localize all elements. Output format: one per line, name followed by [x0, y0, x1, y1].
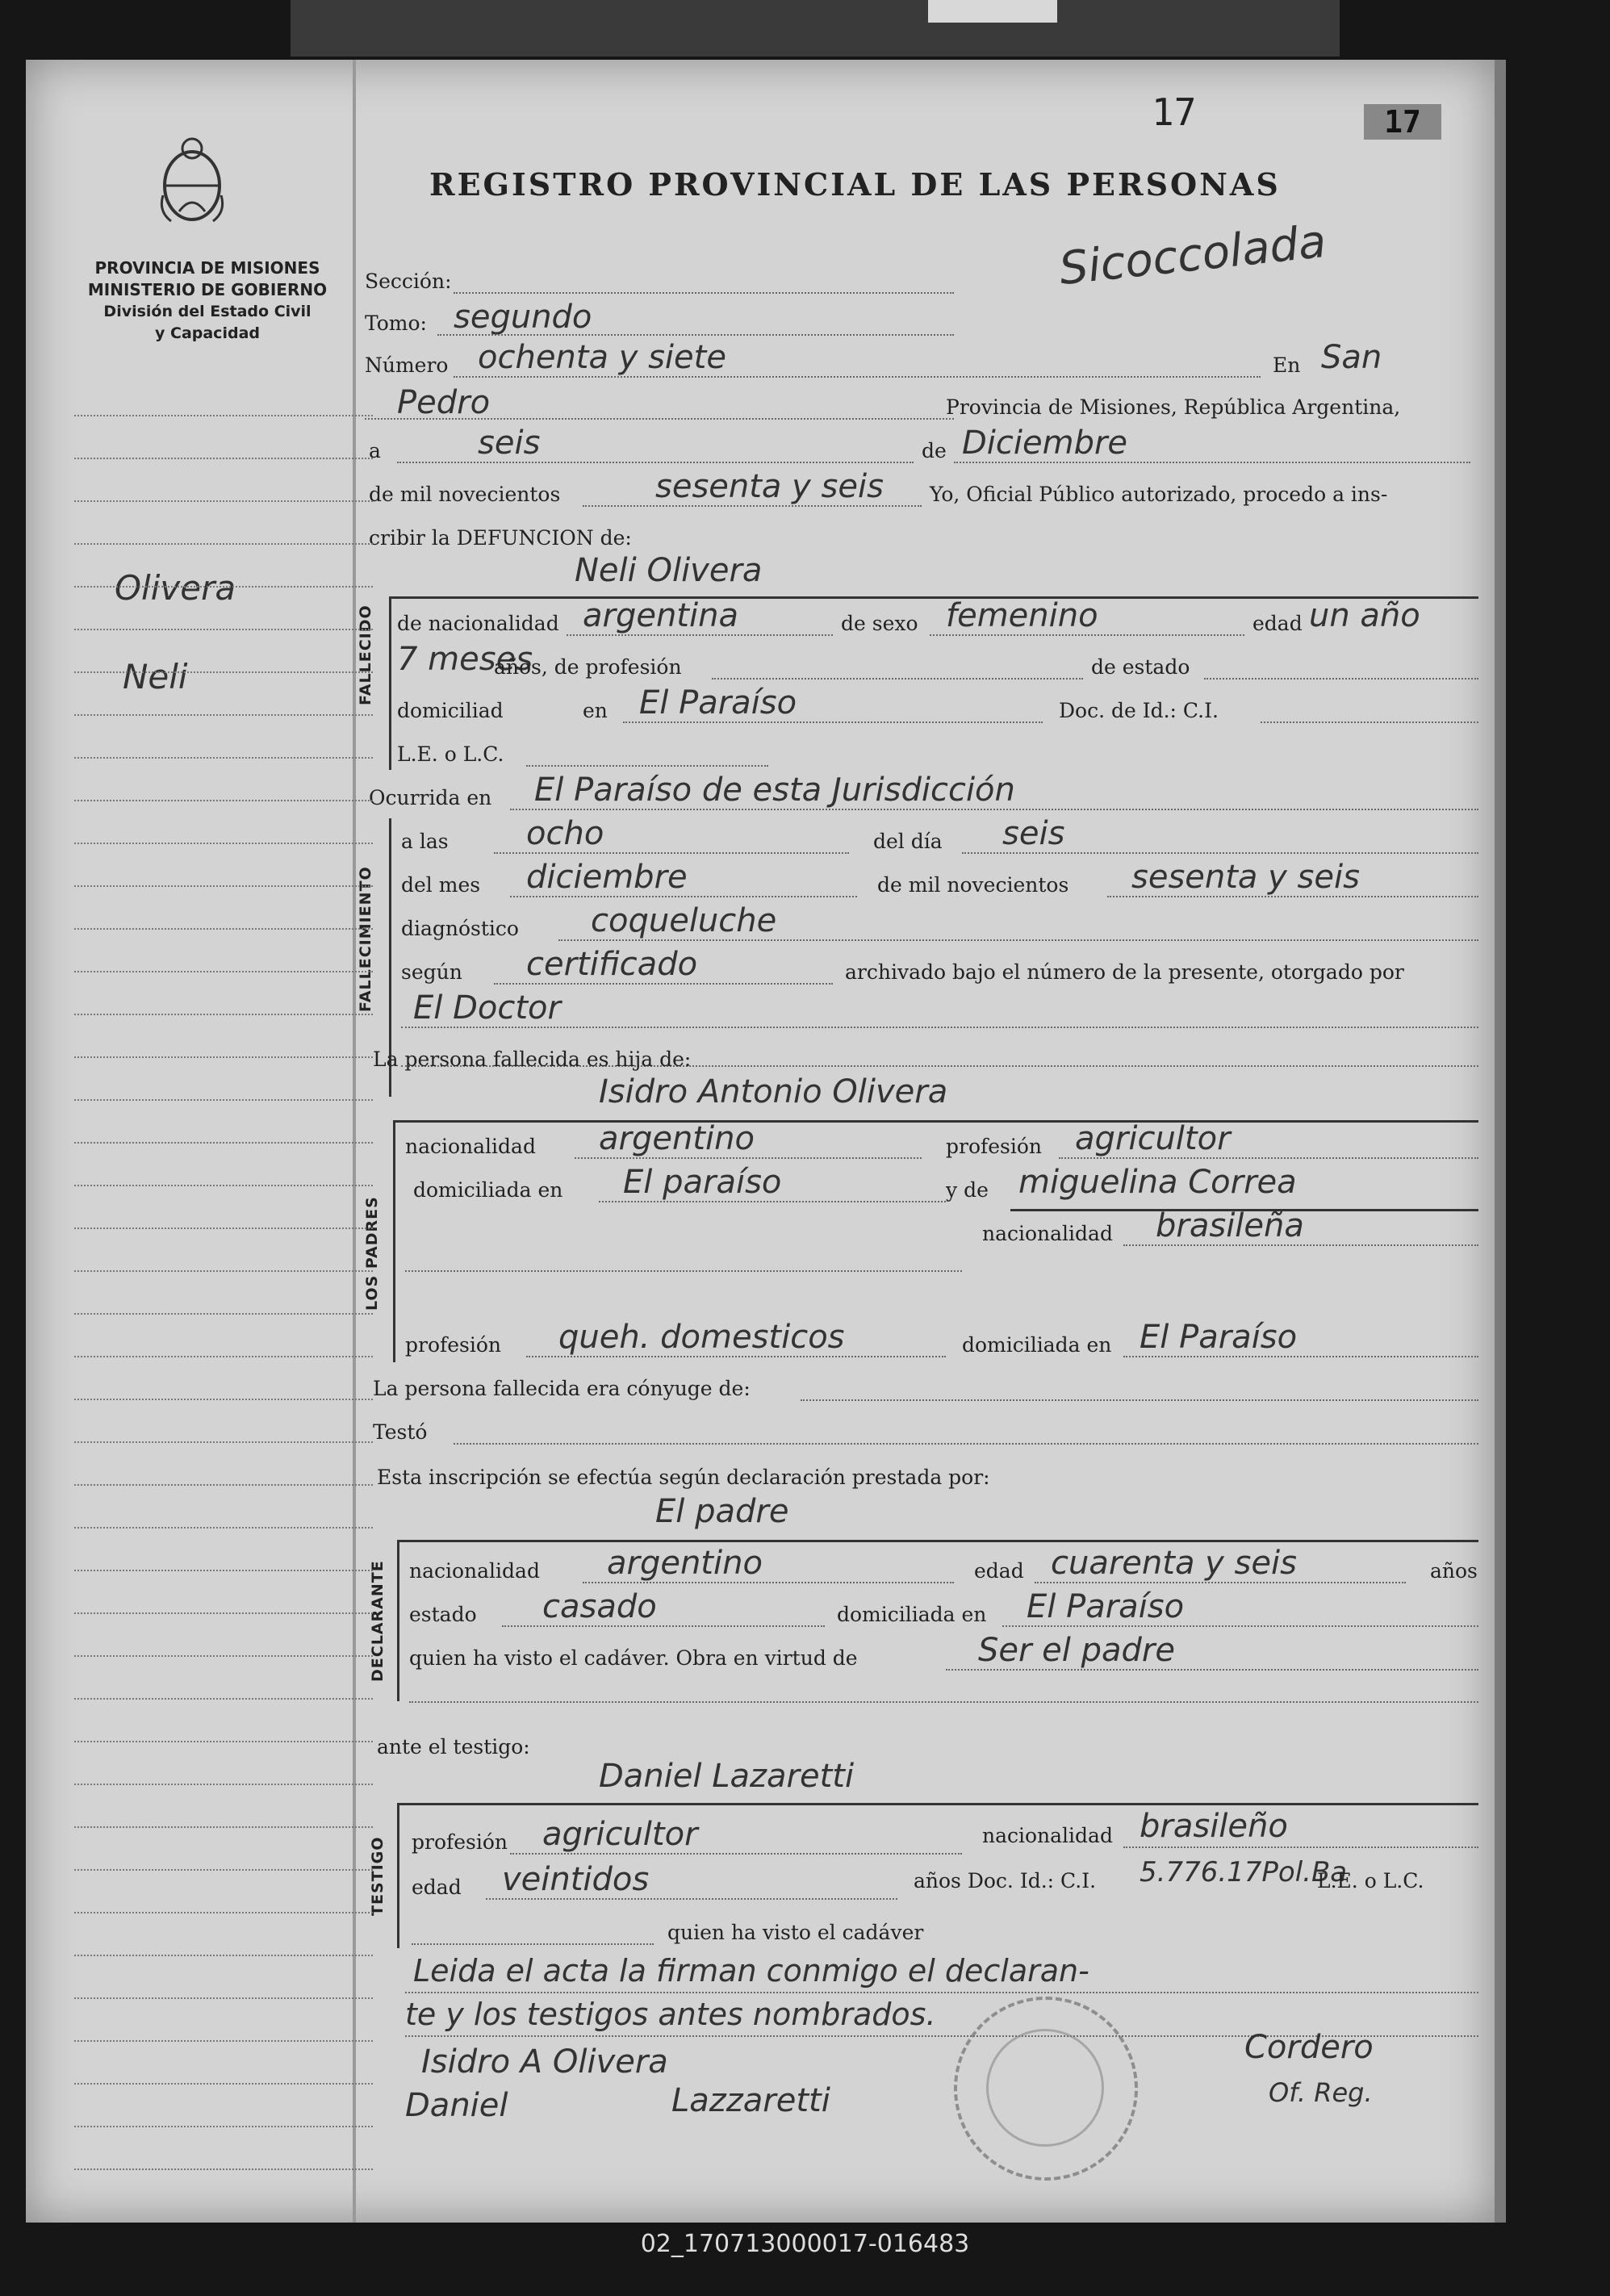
- seccion-line: [454, 292, 954, 294]
- en-line-2: [365, 418, 954, 420]
- register-page: [26, 60, 1506, 2223]
- fallecido-profesion-line: [712, 678, 1083, 680]
- madre-nacionalidad-label: nacionalidad: [982, 1222, 1113, 1245]
- fallecido-doc-label: Doc. de Id.: C.I.: [1059, 699, 1219, 722]
- fallecido-sexo-line: [930, 634, 1244, 636]
- margin-rule: [74, 2126, 373, 2127]
- fallecimiento-dia-value: seis: [1002, 815, 1065, 852]
- signature-official: Cordero: [1244, 2029, 1374, 2066]
- testigo-edad-value: veintidos: [502, 1861, 650, 1898]
- fallecimiento-mes-line: [510, 896, 857, 897]
- fallecimiento-deldia-label: del día: [873, 830, 943, 853]
- padre-profesion-label: profesión: [946, 1135, 1043, 1158]
- margin-rule: [74, 500, 373, 502]
- margin-rule: [74, 1399, 373, 1400]
- margin-rule: [74, 415, 373, 416]
- conyuge-label: La persona fallecida era cónyuge de:: [373, 1377, 751, 1400]
- division-line: División del Estado Civil: [103, 303, 312, 320]
- declarante-quien-label: quien ha visto el cadáver. Obra en virtud de: [409, 1646, 858, 1670]
- conyuge-line: [801, 1399, 1478, 1401]
- closing-line-2: te y los testigos antes nombrados.: [405, 1997, 936, 2032]
- margin-rule: [74, 458, 373, 459]
- margin-rule: [74, 1270, 373, 1272]
- padre-nacionalidad-value: argentino: [599, 1120, 755, 1157]
- declarante-virtud-value: Ser el padre: [978, 1632, 1175, 1669]
- padres-side-label: LOS PADRES: [363, 1196, 381, 1311]
- margin-rule: [74, 543, 373, 545]
- declarante-side-label: DECLARANTE: [369, 1560, 387, 1682]
- declarante-dom-line: [1002, 1625, 1478, 1627]
- en-value-1: San: [1321, 339, 1382, 376]
- day-value: seis: [478, 424, 541, 462]
- fallecimiento-diagnostico-label: diagnóstico: [401, 917, 519, 940]
- testigo-bar: [397, 1803, 399, 1948]
- margin-rule: [74, 843, 373, 844]
- margin-rule: [74, 1955, 373, 1956]
- testigo-name: Daniel Lazaretti: [599, 1758, 855, 1795]
- testigo-nacionalidad-label: nacionalidad: [982, 1824, 1113, 1847]
- top-signature: Sicoccolada: [1056, 215, 1329, 296]
- margin-rule: [74, 1997, 373, 1999]
- margin-rule: [74, 1099, 373, 1101]
- margin-rule: [74, 2083, 373, 2085]
- testigo-nacionalidad-value: brasileño: [1140, 1808, 1288, 1845]
- testigo-edad-label: edad: [412, 1876, 462, 1899]
- province-header: [74, 257, 341, 345]
- fallecido-dom-line: [623, 721, 1043, 723]
- declarante-estado-line: [502, 1625, 825, 1627]
- capacity-line: y Capacidad: [155, 324, 260, 342]
- argentina-crest-icon: [155, 131, 229, 228]
- padre-domicilio-value: El paraíso: [623, 1164, 782, 1201]
- fallecido-bar: [389, 596, 391, 770]
- margin-rule: [74, 1527, 373, 1529]
- madre-profesion-label: profesión: [405, 1333, 502, 1357]
- testo-line: [454, 1443, 1478, 1445]
- fallecimiento-archivado: archivado bajo el número de la presente, otorgado por: [845, 960, 1404, 984]
- fallecimiento-diag-line: [558, 939, 1478, 941]
- ocurrida-line: [510, 809, 1478, 810]
- testigo-intro: ante el testigo:: [377, 1735, 530, 1759]
- madre-domicilio-value: El Paraíso: [1140, 1319, 1298, 1356]
- top-paper-edge: [928, 0, 1057, 23]
- padres-yde-label: y de: [946, 1178, 989, 1202]
- testigo-quien-line: [412, 1943, 654, 1945]
- fallecimiento-segun-line: [494, 983, 833, 985]
- page-number-stamp: 17: [1364, 104, 1441, 140]
- fallecido-doc-line: [1261, 721, 1478, 723]
- margin-rule: [74, 2040, 373, 2042]
- fallecimiento-anio-line: [1107, 896, 1478, 897]
- oficial-text: Yo, Oficial Público autorizado, procedo a ins-: [930, 483, 1388, 506]
- fallecido-le-line: [526, 765, 768, 767]
- margin-rule: [74, 1655, 373, 1657]
- margin-rule: [74, 800, 373, 801]
- testigo-profesion-label: profesión: [412, 1830, 508, 1854]
- margin-rule: [74, 1869, 373, 1871]
- testigo-prof-line: [510, 1853, 962, 1855]
- declarante-intro: Esta inscripción se efectúa según declaración prestada por:: [377, 1466, 990, 1489]
- fallecido-name: Neli Olivera: [575, 552, 763, 589]
- tomo-value: segundo: [454, 299, 592, 336]
- margin-column: [58, 60, 381, 2223]
- padre-value: Isidro Antonio Olivera: [599, 1073, 948, 1110]
- numero-value: ochenta y siete: [478, 339, 726, 376]
- margin-rule: [74, 714, 373, 716]
- margin-rule: [74, 629, 373, 630]
- testigo-le-label: L.E. o L.C.: [1317, 1869, 1424, 1892]
- year-line: [583, 505, 922, 507]
- fallecido-le-label: L.E. o L.C.: [397, 742, 504, 766]
- signature-daniel: Daniel: [405, 2087, 508, 2124]
- testigo-anos-doc-label: años Doc. Id.: C.I.: [914, 1869, 1097, 1892]
- testigo-nac-line: [1123, 1846, 1478, 1848]
- province-line: PROVINCIA DE MISIONES: [94, 258, 320, 278]
- padres-bar: [393, 1120, 395, 1362]
- closing-line-1: Leida el acta la firman conmigo el declaran-: [413, 1953, 1089, 1989]
- year-prefix: de mil novecientos: [369, 483, 561, 506]
- declarante-estado-value: casado: [542, 1588, 657, 1625]
- testigo-edad-line: [486, 1898, 897, 1900]
- declarante-virtud-line: [946, 1669, 1478, 1671]
- fallecido-estado-label: de estado: [1091, 655, 1190, 679]
- fallecimiento-anio-value: sesenta y seis: [1131, 859, 1360, 896]
- en-value-2: Pedro: [397, 384, 491, 421]
- tomo-label: Tomo:: [365, 312, 427, 335]
- fallecido-edad-value-2: 7 meses: [397, 641, 533, 678]
- closing-line-1-rule: [405, 1992, 1478, 1993]
- declarante-domicilio-value: El Paraíso: [1027, 1588, 1185, 1625]
- margin-rule: [74, 1741, 373, 1742]
- fallecimiento-dia-line: [962, 852, 1478, 854]
- margin-rule: [74, 885, 373, 887]
- declarante-bar: [397, 1540, 399, 1701]
- declarante-nac-line: [583, 1582, 954, 1583]
- madre-prof-line: [526, 1356, 946, 1357]
- testigo-side-label: TESTIGO: [369, 1836, 387, 1916]
- year-value: sesenta y seis: [655, 468, 884, 505]
- padre-nacionalidad-label: nacionalidad: [405, 1135, 536, 1158]
- fallecimiento-doctor-value: El Doctor: [413, 989, 561, 1027]
- margin-rule: [74, 1313, 373, 1315]
- margin-rule: [74, 1912, 373, 1913]
- padres-top-rule: [393, 1120, 1478, 1123]
- fallecimiento-hora-line: [494, 852, 849, 854]
- numero-line: [454, 376, 1261, 378]
- ocurrida-value: El Paraíso de esta Jurisdicción: [534, 772, 1015, 809]
- margin-rule: [74, 2168, 373, 2170]
- tomo-line: [437, 334, 954, 336]
- fallecido-nacionalidad-label: de nacionalidad: [397, 612, 559, 635]
- ocurrida-label: Ocurrida en: [369, 786, 492, 809]
- margin-rule: [74, 671, 373, 673]
- image-caption: 02_170713000017-016483: [640, 2230, 970, 2258]
- top-edge-strip: [291, 0, 1340, 56]
- numero-label: Número: [365, 353, 449, 377]
- declarante-name: El padre: [655, 1493, 789, 1530]
- margin-rule: [74, 1784, 373, 1785]
- fallecimiento-hora-value: ocho: [526, 815, 604, 852]
- a-label: a: [369, 439, 381, 462]
- testigo-quien-label: quien ha visto el cadáver: [667, 1921, 924, 1944]
- margin-rule: [74, 1826, 373, 1828]
- madre-dom-line: [1123, 1356, 1478, 1357]
- signature-official-title: Of. Reg.: [1269, 2077, 1373, 2108]
- fallecido-edad-label: edad: [1252, 612, 1303, 635]
- madre-extra-line: [405, 1270, 962, 1272]
- signature-isidro: Isidro A Olivera: [421, 2043, 668, 2081]
- margin-rule: [74, 586, 373, 588]
- madre-profesion-value: queh. domesticos: [558, 1319, 845, 1356]
- margin-rule: [74, 1356, 373, 1357]
- fallecido-domicilio-value: El Paraíso: [639, 684, 797, 721]
- fallecido-sexo-value: femenino: [946, 597, 1098, 634]
- page-title: REGISTRO PROVINCIAL DE LAS PERSONAS: [429, 166, 1281, 203]
- fallecimiento-doctor-line: [401, 1027, 1478, 1028]
- inscribir-text: cribir la DEFUNCION de:: [369, 526, 632, 550]
- margin-rule: [74, 1014, 373, 1015]
- testo-label: Testó: [373, 1420, 428, 1444]
- fallecido-nacionalidad-value: argentina: [583, 597, 738, 634]
- fallecimiento-delmes-label: del mes: [401, 873, 481, 897]
- margin-rule: [74, 1698, 373, 1700]
- margin-rule: [74, 1441, 373, 1443]
- padres-intro: La persona fallecida es hija de:: [373, 1048, 692, 1071]
- margin-rule: [74, 1185, 373, 1186]
- fallecido-anos-profesion: años, de profesión: [494, 655, 682, 679]
- fallecimiento-diagnostico-value: coqueluche: [591, 902, 777, 939]
- fallecido-domiciliad-label: domiciliad: [397, 699, 504, 722]
- fallecimiento-alas-label: a las: [401, 830, 449, 853]
- ministry-line: MINISTERIO DE GOBIERNO: [87, 280, 328, 299]
- de-label: de: [922, 439, 947, 462]
- padre-dom-line: [599, 1201, 946, 1202]
- margin-rule: [74, 757, 373, 759]
- declarante-extra-line: [409, 1701, 1478, 1703]
- margin-rule: [74, 971, 373, 972]
- margin-surname: Olivera: [115, 568, 236, 608]
- declarante-estado-label: estado: [409, 1603, 477, 1626]
- margin-given-name: Neli: [123, 657, 188, 696]
- declarante-nacionalidad-value: argentino: [607, 1545, 763, 1582]
- fallecido-side-label: FALLECIDO: [357, 604, 374, 705]
- fallecimiento-segun-value: certificado: [526, 946, 698, 983]
- provincia-text: Provincia de Misiones, República Argentina,: [946, 395, 1401, 419]
- fallecido-en-label: en: [583, 699, 608, 722]
- testigo-doc-value: 5.776.17Pol.Ba: [1140, 1856, 1348, 1888]
- declarante-edad-line: [1035, 1582, 1406, 1583]
- day-line: [397, 462, 914, 463]
- fallecimiento-side-label: FALLECIMIENTO: [357, 866, 374, 1012]
- fallecido-edad-value-1: un año: [1309, 597, 1420, 634]
- page-number-handwritten: 17: [1152, 90, 1197, 134]
- signature-lazzaretti: Lazzaretti: [671, 2082, 830, 2119]
- declarante-nacionalidad-label: nacionalidad: [409, 1559, 540, 1583]
- fallecido-nac-line: [567, 634, 833, 636]
- fallecimiento-mes-value: diciembre: [526, 859, 688, 896]
- official-seal-inner: [986, 2029, 1104, 2147]
- month-value: Diciembre: [962, 424, 1128, 462]
- padre-domiciliada-label: domiciliada en: [413, 1178, 563, 1202]
- fallecido-estado-line: [1204, 678, 1478, 680]
- testigo-top-rule: [397, 1803, 1478, 1805]
- madre-nac-line: [1123, 1244, 1478, 1246]
- fallecido-sexo-label: de sexo: [841, 612, 918, 635]
- padre-prof-line: [1059, 1157, 1478, 1159]
- testigo-profesion-value: agricultor: [542, 1816, 698, 1853]
- declarante-edad-label: edad: [974, 1559, 1024, 1583]
- fallecimiento-demil-label: de mil novecientos: [877, 873, 1069, 897]
- margin-rule: [74, 1142, 373, 1144]
- declarante-domiciliada-label: domiciliada en: [837, 1603, 987, 1626]
- fallecimiento-segun-label: según: [401, 960, 462, 984]
- madre-value: miguelina Correa: [1018, 1164, 1297, 1201]
- declarante-edad-value: cuarenta y seis: [1051, 1545, 1297, 1582]
- en-label: En: [1273, 353, 1301, 377]
- margin-rule: [74, 1056, 373, 1058]
- padre-nac-line: [575, 1157, 922, 1159]
- margin-rule: [74, 1570, 373, 1571]
- padre-profesion-value: agricultor: [1075, 1120, 1231, 1157]
- margin-rule: [74, 1484, 373, 1486]
- margin-rule: [74, 928, 373, 930]
- margin-rule: [74, 1227, 373, 1229]
- madre-nacionalidad-value: brasileña: [1156, 1207, 1304, 1244]
- month-line: [954, 462, 1470, 463]
- declarante-top-rule: [397, 1540, 1478, 1542]
- seccion-label: Sección:: [365, 270, 452, 293]
- margin-rule: [74, 1612, 373, 1614]
- declarante-anos-label: años: [1430, 1559, 1478, 1583]
- madre-domiciliada-label: domiciliada en: [962, 1333, 1112, 1357]
